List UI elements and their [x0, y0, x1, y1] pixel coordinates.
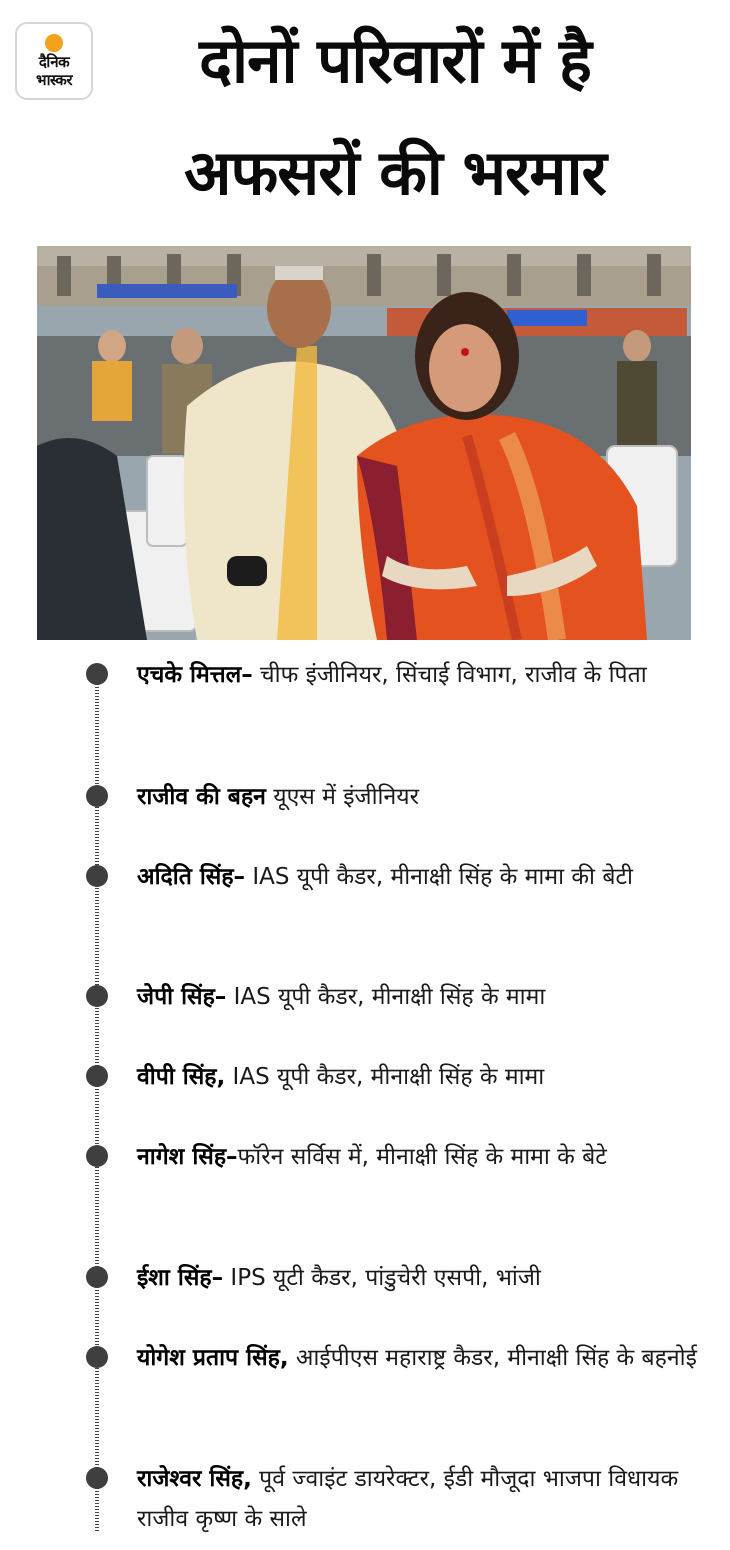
bullet-dot: [86, 1065, 108, 1087]
list-item-name: नागेश सिंह–: [137, 1144, 238, 1170]
bullet-dot: [86, 1346, 108, 1368]
list-item-name: ईशा सिंह–: [137, 1265, 224, 1291]
bullet-dot: [86, 985, 108, 1007]
list-item-desc: IAS यूपी कैडर, मीनाक्षी सिंह के मामा: [225, 1064, 545, 1090]
list-item-desc: IAS यूपी कैडर, मीनाक्षी सिंह के मामा की बेटी: [245, 864, 633, 890]
list-item-name: राजेश्वर सिंह,: [137, 1466, 252, 1492]
list-item-name: राजीव की बहन: [137, 784, 266, 810]
list-item-text: [137, 1057, 697, 1097]
bullet-dot: [86, 1266, 108, 1288]
bullet-dot: [86, 1145, 108, 1167]
list-item-desc: IPS यूटी कैडर, पांडुचेरी एसपी, भांजी: [223, 1265, 541, 1291]
list-item-name: योगेश प्रताप सिंह,: [137, 1345, 289, 1371]
headline-line2: अफसरों की भरमार: [184, 136, 606, 209]
bullet-dot: [86, 1467, 108, 1489]
list-item-text: [137, 1137, 697, 1177]
list-item-name: एचके मित्तल–: [137, 662, 253, 688]
list-item-desc: चीफ इंजीनियर, सिंचाई विभाग, राजीव के पिता: [252, 662, 647, 688]
couple-photo: [37, 246, 691, 640]
logo-text-line1: दैनिक: [38, 53, 70, 71]
list-item-desc: आईपीएस महाराष्ट्र कैडर, मीनाक्षी सिंह के बहनोई: [288, 1345, 697, 1371]
list-item-text: [137, 1338, 697, 1378]
logo-text-line2: भास्कर: [36, 71, 72, 89]
sun-icon: [45, 34, 63, 52]
list-item-text: [137, 777, 697, 817]
list-item-text: [137, 1258, 697, 1298]
list-item-text: [137, 857, 697, 897]
list-item-desc: IAS यूपी कैडर, मीनाक्षी सिंह के मामा: [226, 984, 546, 1010]
list-item-text: [137, 977, 697, 1017]
list-item-desc: पूर्व ज्वाइंट डायरेक्टर, ईडी मौजूदा भाजपा विधायक राजीव कृष्ण के साले: [137, 1466, 679, 1532]
headline-line1: दोनों परिवारों में है: [199, 24, 591, 97]
list-item-desc: यूएस में इंजीनियर: [265, 784, 420, 810]
bullet-dot: [86, 785, 108, 807]
list-item-desc: फॉरेन सर्विस में, मीनाक्षी सिंह के मामा के बेटे: [237, 1144, 607, 1170]
list-item-name: अदिति सिंह–: [137, 864, 246, 890]
list-item-text: [137, 1459, 697, 1539]
list-item-name: वीपी सिंह,: [137, 1064, 226, 1090]
list-item-text: [137, 655, 697, 695]
bullet-dot: [86, 865, 108, 887]
list-item-name: जेपी सिंह–: [137, 984, 227, 1010]
bullet-dot: [86, 663, 108, 685]
